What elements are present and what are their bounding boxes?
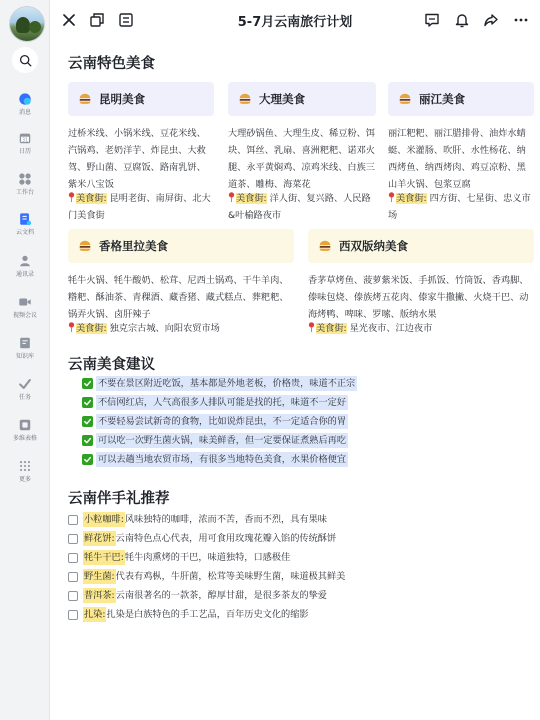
workbench-icon <box>18 172 32 186</box>
video-meeting-icon <box>18 295 32 309</box>
more-options-button[interactable] <box>513 12 529 28</box>
sidebar-item-label: 多维表格 <box>12 435 37 442</box>
location-text: 星光夜市、江边夜市 <box>349 323 433 334</box>
sidebar-item-label: 视频会议 <box>12 312 37 319</box>
gift-name: 野生菌: <box>84 571 115 582</box>
pin-icon <box>228 192 235 202</box>
sidebar-item-more[interactable] <box>0 459 50 484</box>
hamburger-emoji-icon <box>78 239 92 253</box>
sidebar-item-label: 更多 <box>18 476 31 483</box>
location-label: 美食街: <box>236 193 267 204</box>
sidebar-item-cloud-docs[interactable] <box>0 212 50 237</box>
todo-item <box>68 512 327 527</box>
list-item <box>82 376 357 391</box>
contacts-icon <box>18 254 32 268</box>
todo-item <box>68 607 309 622</box>
todo-checkbox[interactable] <box>68 572 78 582</box>
card-header-kunming <box>68 82 214 116</box>
more-grid-icon <box>18 459 32 473</box>
todo-checkbox[interactable] <box>68 534 78 544</box>
hamburger-emoji-icon <box>238 92 252 106</box>
gift-name: 牦牛干巴: <box>84 552 124 563</box>
card-title: 西双版纳美食 <box>339 239 408 253</box>
share-button[interactable] <box>483 12 499 28</box>
comments-button[interactable] <box>424 12 440 28</box>
wiki-icon <box>18 336 32 350</box>
new-window-icon <box>89 12 105 28</box>
gift-description: 风味独特的咖啡，浓而不苦，香而不烈，具有果味 <box>124 514 327 525</box>
pin-icon <box>308 322 315 332</box>
sidebar-item-label: 消息 <box>18 109 31 116</box>
card-title: 香格里拉美食 <box>99 239 168 253</box>
gift-description: 扎染是白族特色的手工艺品，百年历史文化的缩影 <box>106 609 309 620</box>
message-icon <box>18 92 32 106</box>
list-item <box>82 395 348 410</box>
sidebar-item-calendar[interactable] <box>0 131 50 156</box>
card-location-lijiang <box>388 190 534 224</box>
notifications-button[interactable] <box>454 12 470 28</box>
sidebar-item-wiki[interactable] <box>0 336 50 361</box>
svg-text:31: 31 <box>21 138 29 144</box>
card-title: 大理美食 <box>259 92 305 106</box>
document-content <box>50 40 540 720</box>
check-icon <box>82 435 93 446</box>
sidebar-item-label: 知识库 <box>15 353 34 360</box>
sidebar-item-messages[interactable] <box>0 92 50 117</box>
card-body-xishuangbanna: 香茅草烤鱼、菠萝紫米饭、手抓饭、竹筒饭、香鸡脚、傣味包烧、傣族烤五花肉、傣家牛撒撇、火烧干巴、动海烤鸭、啤咪、罗嗦、版纳水果 <box>308 275 529 320</box>
card-location-kunming <box>68 190 214 224</box>
card-location-shangri-la <box>68 320 294 337</box>
sidebar-item-label: 日历 <box>18 148 31 155</box>
location-text: 昆明老街、南屏街、北大门美食街 <box>68 193 211 221</box>
section-heading-tips: 云南美食建议 <box>68 357 155 373</box>
card-header-dali <box>228 82 376 116</box>
location-text: 四方街、七星街、忠义市场 <box>388 193 531 221</box>
search-button[interactable] <box>12 47 38 73</box>
document-title: 5-7月云南旅行计划 <box>237 15 353 30</box>
location-label: 美食街: <box>396 193 427 204</box>
pin-icon <box>388 192 395 202</box>
outline-button[interactable] <box>118 12 134 28</box>
gift-name: 鲜花饼: <box>84 533 115 544</box>
check-icon <box>82 416 93 427</box>
card-title: 丽江美食 <box>419 92 465 106</box>
task-icon <box>18 377 32 391</box>
sidebar-item-base-table[interactable] <box>0 418 50 443</box>
gift-description: 云南特色点心代表，用可食用玫瑰花瓣入馅的传统酥饼 <box>115 533 337 544</box>
bell-icon <box>454 12 470 28</box>
check-icon <box>82 397 93 408</box>
open-in-window-button[interactable] <box>89 12 105 28</box>
todo-item <box>68 569 345 584</box>
location-label: 美食街: <box>76 193 107 204</box>
tip-text: 不要在景区附近吃饭，基本都是外地老板，价格贵，味道不正宗 <box>98 378 356 389</box>
sidebar-item-label: 云文档 <box>15 229 34 236</box>
todo-checkbox[interactable] <box>68 610 78 620</box>
pin-icon <box>68 322 75 332</box>
tip-text: 不要轻易尝试新奇的食物，比如说炸昆虫，不一定适合你的胃 <box>98 416 347 427</box>
card-header-lijiang <box>388 82 534 116</box>
todo-item <box>68 588 327 603</box>
location-text: 洋人街、复兴路、人民路&叶榆路夜市 <box>228 193 371 221</box>
sidebar-item-tasks[interactable] <box>0 377 50 402</box>
gift-description: 代表有鸡枞，牛肝菌，松茸等美味野生菌，味道极其鲜美 <box>115 571 346 582</box>
check-icon <box>82 378 93 389</box>
card-header-xishuangbanna <box>308 229 534 263</box>
hamburger-emoji-icon <box>78 92 92 106</box>
share-icon <box>483 12 499 28</box>
pin-icon <box>68 192 75 202</box>
document-toolbar <box>50 0 540 40</box>
card-header-shangri-la <box>68 229 294 263</box>
check-icon <box>82 454 93 465</box>
card-title: 昆明美食 <box>99 92 145 106</box>
tip-text: 可以去趟当地农贸市场，有很多当地特色美食，水果价格便宜 <box>98 454 347 465</box>
sidebar-item-workbench[interactable] <box>0 172 50 197</box>
more-horizontal-icon <box>513 12 529 28</box>
section-heading-gifts: 云南伴手礼推荐 <box>68 491 170 507</box>
location-label: 美食街: <box>76 323 107 334</box>
todo-checkbox[interactable] <box>68 515 78 525</box>
card-body-shangri-la: 牦牛火锅、牦牛酸奶、松茸、尼西土锅鸡、干牛羊肉、糌粑、酥油茶、青稞酒、藏香猪、藏式糕点、葬粑粑、锅弄火锅、卤肝辣子 <box>68 275 289 320</box>
card-body-kunming: 过桥米线、小锅米线、豆花米线、汽锅鸡、老奶洋芋、炸昆虫、大救驾、野山菌、豆腐饭、路南乳饼、紫米八宝饭 <box>68 128 206 190</box>
base-table-icon <box>18 418 32 432</box>
sidebar-item-contacts[interactable] <box>0 254 50 279</box>
location-label: 美食街: <box>316 323 347 334</box>
search-icon <box>19 54 32 67</box>
cloud-doc-icon <box>18 212 32 226</box>
sidebar-item-video-meeting[interactable] <box>0 295 50 320</box>
outline-icon <box>118 12 134 28</box>
card-body-lijiang: 丽江粑粑、丽江腊排骨、油炸水蜻蜓、米灌肠、吹肝、水性杨花、纳西烤鱼、纳西烤肉、鸡豆凉粉、黑山羊火锅、包浆豆腐 <box>388 128 526 190</box>
todo-checkbox[interactable] <box>68 553 78 563</box>
todo-item <box>68 531 336 546</box>
gift-description: 牦牛肉熏烤的干巴，味道独特，口感极佳 <box>124 552 291 563</box>
todo-checkbox[interactable] <box>68 591 78 601</box>
sidebar-item-label: 任务 <box>18 394 31 401</box>
sidebar-item-label: 通讯录 <box>15 271 34 278</box>
list-item <box>82 433 348 448</box>
hamburger-emoji-icon <box>398 92 412 106</box>
close-button[interactable] <box>61 12 77 28</box>
card-body-dali: 大理砂锅鱼、大理生皮、稀豆粉、饵块、饵丝、乳扇、喜洲粑粑、诺邓火腿、永平黄焖鸡、凉鸡米线、白族三道茶、雕梅、海菜花 <box>228 128 375 190</box>
avatar[interactable] <box>9 6 45 42</box>
comment-icon <box>424 12 440 28</box>
section-heading-food: 云南特色美食 <box>68 56 155 72</box>
calendar-icon <box>18 131 32 145</box>
location-text: 独克宗古城、向阳农贸市场 <box>109 323 220 334</box>
close-icon <box>61 12 77 28</box>
hamburger-emoji-icon <box>318 239 332 253</box>
tip-text: 不信网红店，人气高很多人排队可能是找的托，味道不一定好 <box>98 397 347 408</box>
gift-description: 云南很著名的一款茶，醇厚甘甜，是很多茶友的挚爱 <box>115 590 327 601</box>
gift-name: 普洱茶: <box>84 590 115 601</box>
gift-name: 扎染: <box>84 609 106 620</box>
todo-item <box>68 550 290 565</box>
app-sidebar <box>0 0 50 720</box>
list-item <box>82 414 348 429</box>
list-item <box>82 452 348 467</box>
gift-name: 小粒咖啡: <box>84 514 124 525</box>
card-location-dali <box>228 190 376 224</box>
card-location-xishuangbanna <box>308 320 534 337</box>
sidebar-item-label: 工作台 <box>15 189 34 196</box>
tip-text: 可以吃一次野生菌火锅，味美鲜香，但一定要保证煮熟后再吃 <box>98 435 347 446</box>
